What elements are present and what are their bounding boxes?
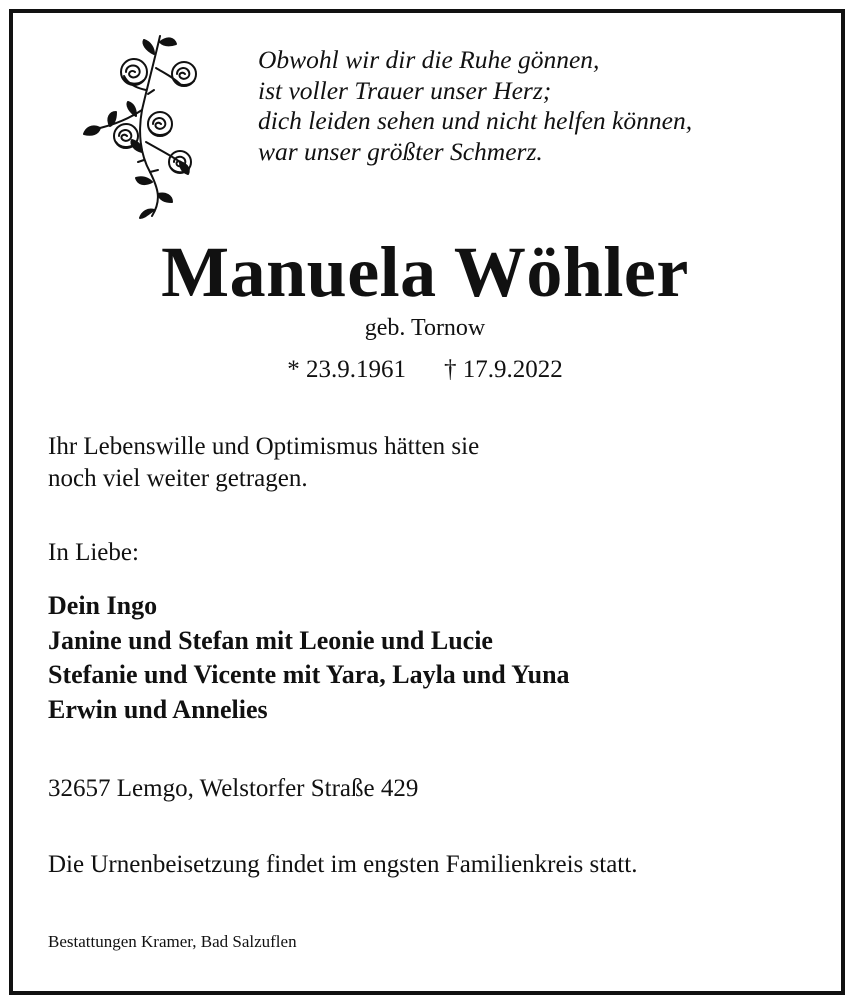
poem bbox=[258, 45, 692, 167]
family-line: Erwin und Annelies bbox=[48, 694, 268, 724]
burial-note: Die Urnenbeisetzung findet im engsten Familienkreis statt. bbox=[48, 851, 638, 878]
family-line: Janine und Stefan mit Leonie und Lucie bbox=[48, 625, 493, 655]
rose-branch-icon bbox=[80, 32, 205, 220]
maiden-name: geb. Tornow bbox=[364, 315, 486, 341]
death-date: † 17.9.2022 bbox=[444, 356, 563, 383]
tribute-text bbox=[48, 431, 479, 495]
poem-line: Obwohl wir dir die Ruhe gönnen, bbox=[258, 45, 600, 74]
birth-date: * 23.9.1961 bbox=[287, 356, 406, 383]
poem-line: war unser größter Schmerz. bbox=[258, 136, 543, 166]
poem-line: dich leiden sehen und nicht helfen können, bbox=[258, 106, 693, 135]
undertaker-credit: Bestattungen Kramer, Bad Salzuflen bbox=[48, 932, 297, 951]
family-line: Stefanie und Vicente mit Yara, Layla und Yuna bbox=[48, 660, 570, 689]
tribute-line: Ihr Lebenswille und Optimismus hätten sie bbox=[48, 433, 480, 460]
poem-line: ist voller Trauer unser Herz; bbox=[258, 75, 552, 105]
deceased-name: Manuela Wöhler bbox=[161, 232, 689, 312]
in-love-label: In Liebe: bbox=[48, 539, 139, 566]
family-line: Dein Ingo bbox=[48, 591, 158, 620]
life-dates bbox=[0, 354, 850, 386]
tribute-line: noch viel weiter getragen. bbox=[48, 465, 308, 492]
family-list bbox=[48, 589, 570, 727]
address: 32657 Lemgo, Welstorfer Straße 429 bbox=[48, 775, 419, 802]
